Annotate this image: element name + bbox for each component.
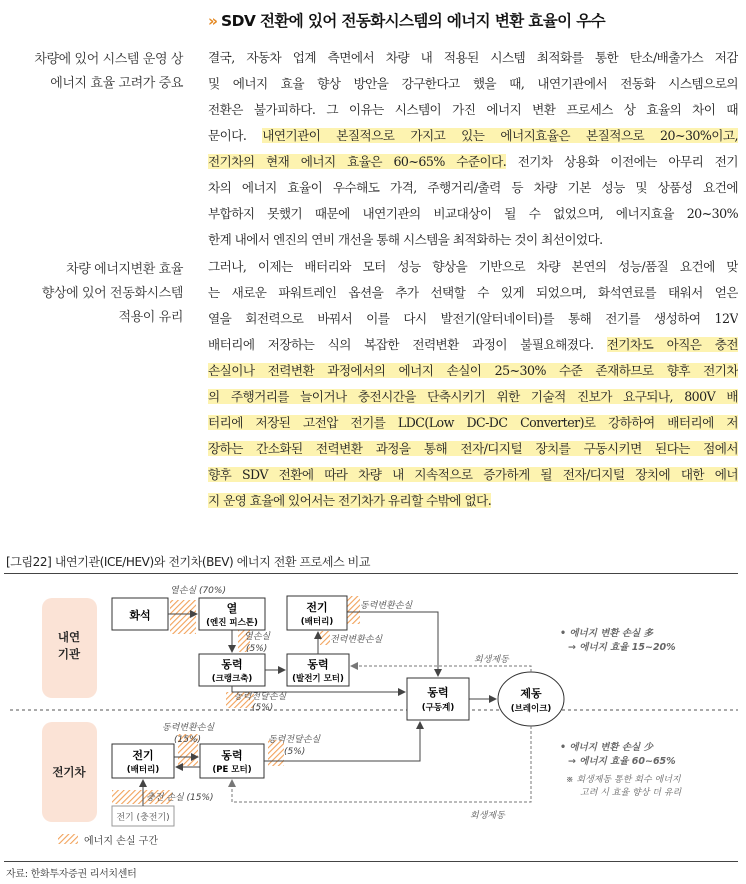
source-note: 자료: 한화투자증권 리서치센터: [6, 869, 137, 880]
label-heat-loss: 열손실 (70%): [170, 586, 226, 596]
label-trans-loss-ev-pct: (5%): [284, 747, 306, 757]
paragraph-line: [208, 332, 738, 358]
row-ev-label: 전기차: [52, 765, 86, 779]
paragraph-line: [208, 45, 738, 71]
box-alternator: [287, 654, 349, 686]
loss-zone-elec-conv: [320, 631, 330, 645]
label-heat-loss-5-pct: (5%): [246, 644, 268, 654]
highlighted-text: 터리에 저장된 고전압 전기를 LDC(Low DC-DC Converter)로 강하하여 배터리에 저: [208, 415, 738, 430]
side-note-line: 차량 에너지변환 효율: [66, 262, 183, 277]
section-marker-icon: »: [208, 12, 216, 30]
paragraph-line: [208, 97, 738, 123]
highlighted-text: 향후 SDV 전환에 따라 차량 내 지속적으로 증가하게 될 전자/디지털 장치에 대한 에너: [208, 467, 738, 482]
figure-bottom-rule: [4, 861, 738, 862]
box-charger: [112, 806, 174, 826]
body-paragraph-2: [208, 254, 738, 514]
section-heading: [208, 9, 605, 31]
box-crankshaft-sub: (크랭크축): [211, 674, 253, 684]
ev-note: 고려 시 효율 향상 더 유리: [580, 788, 682, 798]
section-heading-text: SDV 전환에 있어 전동화시스템의 에너지 변환 효율이 우수: [221, 12, 606, 30]
paragraph-text: 차의 에너지 효율이 우수해도 가격, 주행거리/출력 등 차량 기본 성능 및 상품성 요건에: [208, 180, 738, 195]
box-ev-battery-label: 전기: [132, 749, 154, 762]
paragraph-line: [208, 488, 738, 514]
box-pe-motor-sub: (PE 모터): [212, 765, 252, 775]
ev-note: ※ 회생제동 통한 회수 에너지: [566, 775, 681, 785]
box-fossil-label: 화석: [129, 609, 151, 622]
side-note-1: [0, 48, 183, 96]
highlighted-text: 지 운영 효율에 있어서는 전기차가 유리할 수밖에 없다.: [208, 493, 492, 508]
figure-title: [그림22] 내연기관(ICE/HEV)와 전기차(BEV) 에너지 전환 프로세스 비교: [6, 555, 371, 569]
paragraph-line: [208, 462, 738, 488]
box-brake: [498, 672, 564, 726]
arrow-regen-ice: [351, 666, 531, 672]
box-heat-sub: (엔진 피스톤): [206, 618, 258, 628]
highlighted-text: 전기차의 현재 에너지 효율은 60~65% 수준이다.: [208, 154, 507, 169]
paragraph-line: [208, 410, 738, 436]
box-ice-battery-label: 전기: [306, 601, 328, 614]
label-heat-loss-5: 열손실: [244, 632, 271, 642]
ev-note: • 에너지 변환 손실 少: [560, 742, 654, 753]
paragraph-line: [208, 384, 738, 410]
paragraph-text: 한계 내에서 엔진의 연비 개선을 통해 시스템을 최적화하는 것이 최선이었다.: [208, 232, 603, 247]
loss-zone-heat: [170, 600, 196, 634]
box-alternator-sub: (발전기 모터): [292, 674, 344, 684]
label-elec-conv-ice: 전력변환손실: [330, 635, 383, 645]
box-alternator-label: 동력: [307, 658, 329, 671]
box-crankshaft-label: 동력: [221, 658, 243, 671]
side-note-line: 에너지 효율 고려가 중요: [50, 76, 183, 91]
paragraph-text: 전기차 상용화 이전에는 아무리 전기: [506, 154, 738, 169]
box-drivetrain-label: 동력: [427, 686, 449, 699]
paragraph-line: [208, 436, 738, 462]
side-note-line: 적용이 유리: [118, 310, 183, 325]
paragraph-text: 결국, 자동차 업계 측면에서 차량 내 적용된 시스템 최적화를 통한 탄소/배출가스 저감: [208, 50, 738, 65]
paragraph-line: [208, 149, 738, 175]
box-pe-motor: [200, 744, 264, 778]
label-power-conv-ev-pct: (15%): [174, 735, 202, 745]
box-heat: [199, 598, 265, 630]
highlighted-text: 전기차도 아직은 충전: [606, 337, 738, 352]
paragraph-text: 부합하지 못했기 때문에 내연기관의 비교대상이 될 수 없었으며, 에너지효율 20~30%: [208, 206, 738, 221]
ice-note: • 에너지 변환 손실 多: [560, 628, 654, 639]
label-regen-ev: 회생제동: [470, 811, 505, 821]
side-note-line: 차량에 있어 시스템 운영 상: [34, 52, 183, 67]
legend-swatch: [58, 834, 78, 844]
ice-note: → 에너지 효율 15~20%: [568, 642, 676, 653]
paragraph-text: 문이다.: [208, 128, 263, 143]
box-drivetrain-sub: (구동계): [421, 703, 455, 713]
box-ev-battery-sub: (배터리): [126, 765, 160, 775]
label-trans-loss-ice: 동력전달손실: [234, 692, 287, 702]
paragraph-line: [208, 254, 738, 280]
paragraph-text: 전환은 불가피하다. 그 이유는 시스템이 가진 에너지 변환 프로세스 상 효율의 차이 때: [208, 102, 738, 117]
label-regen-ice: 회생제동: [474, 655, 509, 665]
box-drivetrain: [407, 678, 469, 720]
box-ev-battery: [112, 744, 174, 778]
row-ice-label: 내연: [57, 630, 81, 644]
row-ice-label: 기관: [57, 647, 81, 661]
box-ice-battery-sub: (배터리): [300, 617, 334, 627]
paragraph-line: [208, 175, 738, 201]
paragraph-text: 는 새로운 파워트레인 옵션을 추가 선택할 수 있게 되었으며, 화석연료를 태워서 얻은: [208, 285, 738, 300]
paragraph-text: 및 에너지 효율 향상 방안을 강구한다고 했을 때, 내연기관에서 전동화 시스템으로의: [208, 76, 738, 91]
box-fossil: [112, 598, 168, 630]
paragraph-text: 배터리에 저장하는 식의 복잡한 전력변환 과정이 불필요해졌다.: [208, 337, 607, 352]
box-heat-label: 열: [226, 602, 238, 615]
side-note-line: 향상에 있어 전동화시스템: [41, 286, 183, 301]
legend-label: 에너지 손실 구간: [84, 836, 158, 847]
highlighted-text: 손실이나 전력변환 과정에서의 에너지 손실이 25~30% 수준 존재하므로 향후 전기차: [208, 363, 738, 378]
side-note-2: [0, 258, 183, 330]
label-power-conv-ice: 동력변환손실: [360, 601, 413, 611]
energy-conversion-diagram: [0, 574, 746, 862]
paragraph-line: [208, 358, 738, 384]
label-trans-loss-ev: 동력전달손실: [268, 735, 321, 745]
paragraph-line: [208, 201, 738, 227]
box-brake-label: 제동: [520, 687, 542, 700]
paragraph-line: [208, 227, 738, 253]
box-crankshaft: [199, 654, 265, 686]
highlighted-text: 의 주행거리를 늘이거나 충전시간을 단축시키기 위한 기술적 진보가 요구되나, 800V 배: [208, 389, 738, 404]
box-brake-sub: (브레이크): [510, 704, 552, 714]
loss-zone-power-conv: [346, 596, 360, 624]
box-pe-motor-label: 동력: [221, 749, 243, 762]
paragraph-line: [208, 123, 738, 149]
box-charger-label: 전기 (충전기): [116, 813, 170, 823]
highlighted-text: 내연기관이 본질적으로 가지고 있는 에너지효율은 본질적으로 20~30%이고,: [262, 128, 738, 143]
box-ice-battery: [287, 596, 347, 630]
label-power-conv-ev: 동력변환손실: [162, 723, 215, 733]
highlighted-text: 장하는 간소화된 전력변환 과정을 통해 전자/디지털 장치를 구동시키면 된다는 점에서: [208, 441, 738, 456]
paragraph-text: 그러나, 이제는 배터리와 모터 성능 향상을 기반으로 차량 본연의 성능/품질 요건에 맞: [208, 259, 738, 274]
paragraph-line: [208, 280, 738, 306]
paragraph-line: [208, 71, 738, 97]
paragraph-text: 열을 회전력으로 바꿔서 이를 다시 발전기(알터네이터)를 통해 전기를 생성하여 12V: [208, 311, 738, 326]
paragraph-line: [208, 306, 738, 332]
body-paragraph-1: [208, 45, 738, 253]
label-charge-loss: 충전 손실 (15%): [146, 793, 214, 803]
label-trans-loss-ice-pct: (5%): [252, 703, 274, 713]
ev-note: → 에너지 효율 60~65%: [568, 756, 676, 767]
